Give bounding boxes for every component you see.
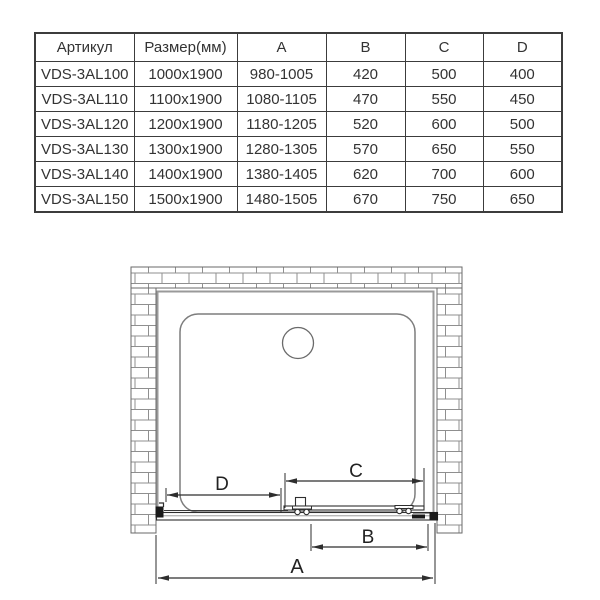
roller-wheel — [397, 508, 402, 513]
table-cell: 750 — [405, 187, 483, 213]
bracket-hook-left — [159, 503, 164, 507]
table-cell: 1080-1105 — [237, 87, 326, 112]
table-cell: 550 — [405, 87, 483, 112]
table-cell: 570 — [326, 137, 405, 162]
table-cell: 600 — [405, 112, 483, 137]
table-cell: 450 — [483, 87, 562, 112]
table-cell: VDS-3AL140 — [35, 162, 134, 187]
wall-right — [437, 288, 462, 533]
door-stop-right — [412, 515, 425, 519]
arrow-right-icon — [422, 575, 433, 580]
table-cell: 520 — [326, 112, 405, 137]
table-cell: 1380-1405 — [237, 162, 326, 187]
table-cell: 1480-1505 — [237, 187, 326, 213]
table-cell: 420 — [326, 62, 405, 87]
table-cell: 500 — [483, 112, 562, 137]
column-header: A — [237, 33, 326, 62]
roller-mount-right — [395, 506, 413, 509]
column-header: D — [483, 33, 562, 62]
wall-bracket-right — [430, 512, 439, 520]
table-cell: VDS-3AL110 — [35, 87, 134, 112]
column-header: Артикул — [35, 33, 134, 62]
wall-left — [131, 288, 156, 533]
table-cell: 550 — [483, 137, 562, 162]
arrow-left-icon — [158, 575, 169, 580]
dim-a-label: A — [290, 556, 304, 578]
roller-mount-middle — [293, 506, 312, 509]
roller-wheel — [295, 509, 300, 514]
table-cell: 620 — [326, 162, 405, 187]
table-cell: 1500x1900 — [134, 187, 237, 213]
table-cell: VDS-3AL150 — [35, 187, 134, 213]
table-cell: 1400x1900 — [134, 162, 237, 187]
dim-b-label: B — [361, 527, 375, 548]
table-cell: 1200x1900 — [134, 112, 237, 137]
arrow-right-icon — [416, 544, 427, 549]
arrow-left-icon — [167, 492, 178, 497]
table-cell: VDS-3AL100 — [35, 62, 134, 87]
table-cell: 700 — [405, 162, 483, 187]
table-cell: 650 — [405, 137, 483, 162]
wall-bracket-left — [156, 507, 164, 518]
roller-wheel — [304, 509, 309, 514]
table-cell: 470 — [326, 87, 405, 112]
table-cell: 1000x1900 — [134, 62, 237, 87]
drain-circle — [283, 328, 314, 359]
column-header: Размер(мм) — [134, 33, 237, 62]
table-cell: 670 — [326, 187, 405, 213]
table-cell: 400 — [483, 62, 562, 87]
column-header: B — [326, 33, 405, 62]
door-handle-knob — [296, 498, 306, 507]
table-cell: 1300x1900 — [134, 137, 237, 162]
dim-c-label: C — [349, 461, 363, 482]
table-cell: 1280-1305 — [237, 137, 326, 162]
table-cell: 600 — [483, 162, 562, 187]
table-cell: 650 — [483, 187, 562, 213]
table-cell: 980-1005 — [237, 62, 326, 87]
table-cell: VDS-3AL120 — [35, 112, 134, 137]
roller-wheel — [406, 508, 411, 513]
table-cell: VDS-3AL130 — [35, 137, 134, 162]
wall-top — [131, 267, 462, 288]
table-cell: 1100x1900 — [134, 87, 237, 112]
arrow-right-icon — [412, 478, 423, 483]
arrow-left-icon — [312, 544, 323, 549]
table-cell: 500 — [405, 62, 483, 87]
table-cell: 1180-1205 — [237, 112, 326, 137]
column-header: C — [405, 33, 483, 62]
dim-d-label: D — [215, 474, 229, 495]
